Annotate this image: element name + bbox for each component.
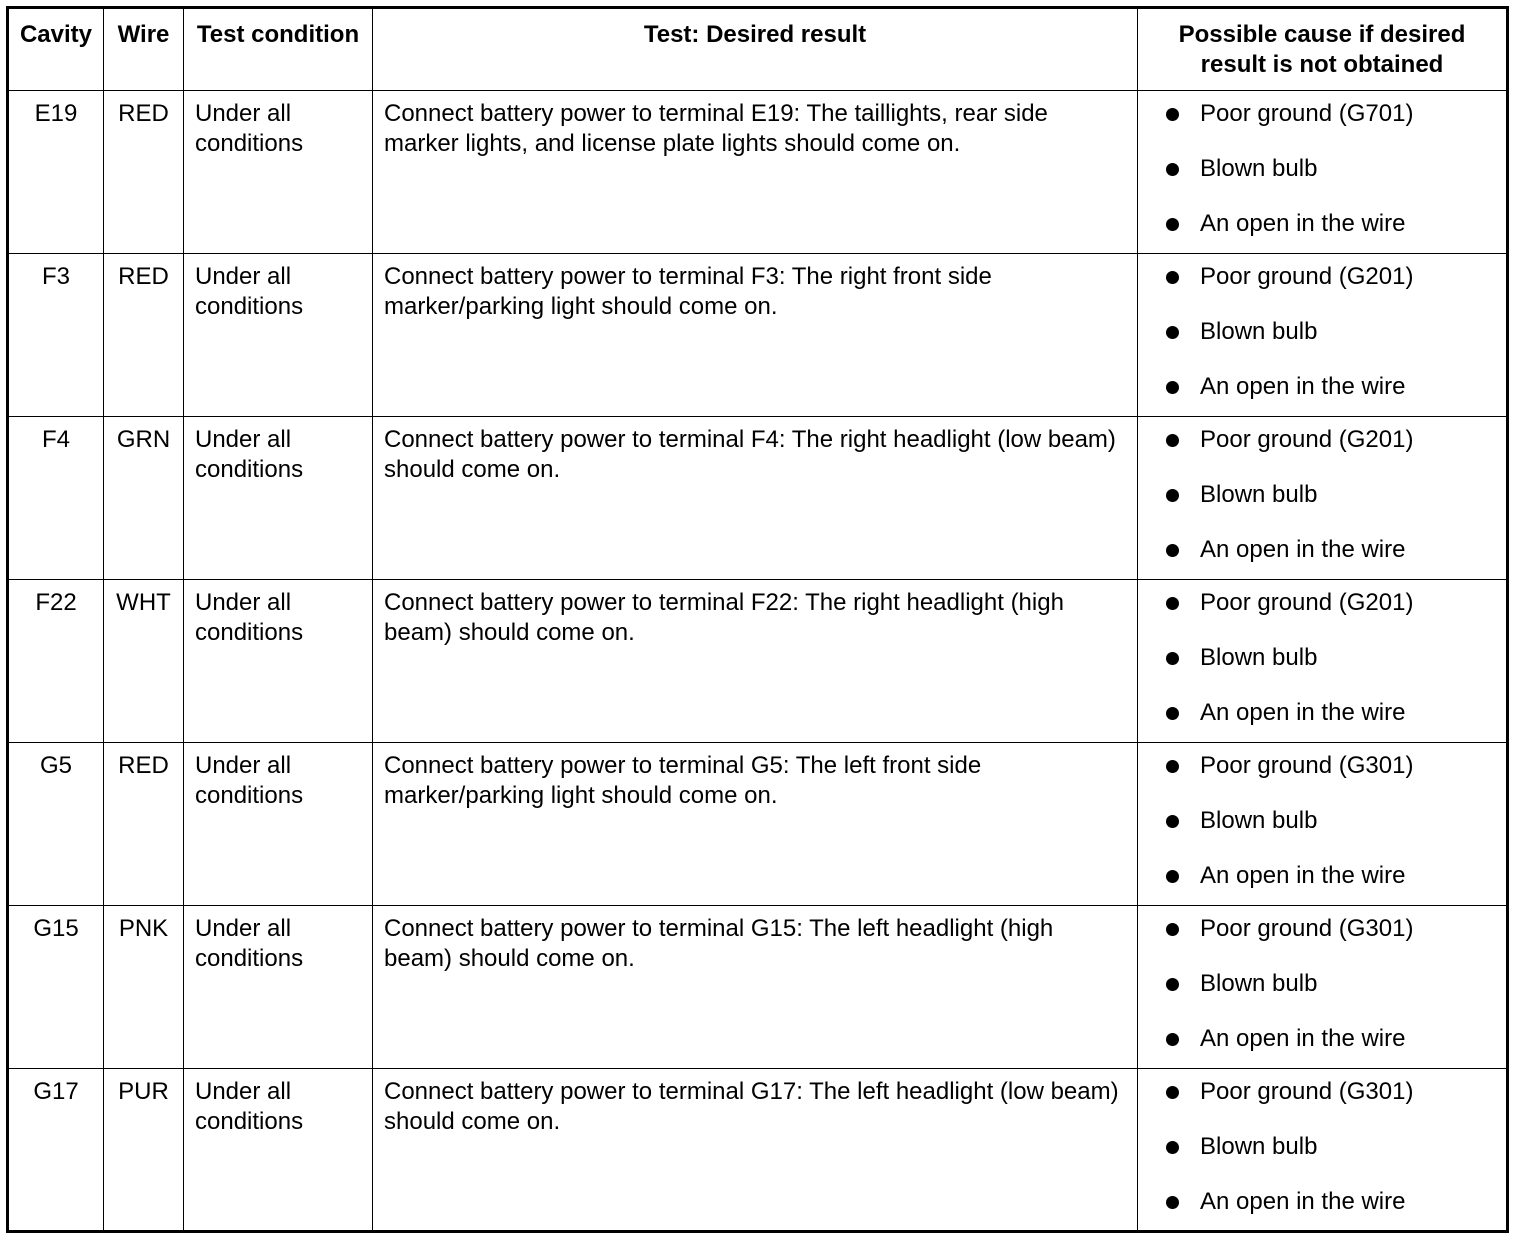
cause-list bbox=[1166, 1077, 1506, 1217]
cause-text: Poor ground (G301) bbox=[1200, 1078, 1414, 1105]
possible-cause-cell bbox=[1138, 580, 1508, 743]
possible-cause-cell bbox=[1138, 91, 1508, 254]
cause-text: An open in the wire bbox=[1200, 862, 1406, 889]
header-test-condition: Test condition bbox=[184, 8, 373, 91]
cause-item bbox=[1166, 969, 1506, 999]
cause-text: An open in the wire bbox=[1200, 210, 1406, 237]
cause-text: An open in the wire bbox=[1200, 699, 1406, 726]
cause-item bbox=[1166, 154, 1506, 184]
cause-text: Blown bulb bbox=[1200, 155, 1318, 182]
bullet-icon bbox=[1166, 381, 1179, 394]
bullet-icon bbox=[1166, 544, 1179, 557]
test-condition-cell: Under all conditions bbox=[184, 580, 373, 743]
cause-list bbox=[1166, 262, 1506, 402]
test-condition-cell: Under all conditions bbox=[184, 906, 373, 1069]
cause-list bbox=[1166, 751, 1506, 891]
table-row bbox=[8, 580, 1508, 743]
test-result-cell: Connect battery power to terminal F22: The right headlight (high beam) should come on. bbox=[373, 580, 1138, 743]
cause-item bbox=[1166, 1077, 1506, 1107]
cavity-cell: F3 bbox=[8, 254, 104, 417]
bullet-icon bbox=[1166, 760, 1179, 773]
cause-text: Blown bulb bbox=[1200, 644, 1318, 671]
cause-item bbox=[1166, 698, 1506, 728]
bullet-icon bbox=[1166, 978, 1179, 991]
cause-text: An open in the wire bbox=[1200, 1188, 1406, 1215]
cause-item bbox=[1166, 643, 1506, 673]
cavity-cell: G15 bbox=[8, 906, 104, 1069]
cause-item bbox=[1166, 1132, 1506, 1162]
cause-item bbox=[1166, 372, 1506, 402]
wire-cell: PNK bbox=[104, 906, 184, 1069]
cause-text: Poor ground (G301) bbox=[1200, 752, 1414, 779]
possible-cause-cell bbox=[1138, 743, 1508, 906]
header-test-result: Test: Desired result bbox=[373, 8, 1138, 91]
cavity-cell: F4 bbox=[8, 417, 104, 580]
cavity-cell: G5 bbox=[8, 743, 104, 906]
bullet-icon bbox=[1166, 489, 1179, 502]
cause-item bbox=[1166, 99, 1506, 129]
cause-text: Poor ground (G201) bbox=[1200, 589, 1414, 616]
test-result-cell: Connect battery power to terminal F3: The right front side marker/parking light should come on. bbox=[373, 254, 1138, 417]
cause-list bbox=[1166, 588, 1506, 728]
cause-text: Blown bulb bbox=[1200, 318, 1318, 345]
bullet-icon bbox=[1166, 163, 1179, 176]
cause-list bbox=[1166, 425, 1506, 565]
cause-item bbox=[1166, 425, 1506, 455]
possible-cause-cell bbox=[1138, 906, 1508, 1069]
header-wire: Wire bbox=[104, 8, 184, 91]
cause-item bbox=[1166, 588, 1506, 618]
cavity-cell: F22 bbox=[8, 580, 104, 743]
cause-text: Poor ground (G701) bbox=[1200, 100, 1414, 127]
bullet-icon bbox=[1166, 108, 1179, 121]
cause-text: Blown bulb bbox=[1200, 481, 1318, 508]
bullet-icon bbox=[1166, 326, 1179, 339]
wire-cell: RED bbox=[104, 743, 184, 906]
table-header bbox=[8, 8, 1508, 91]
bullet-icon bbox=[1166, 271, 1179, 284]
bullet-icon bbox=[1166, 1086, 1179, 1099]
wire-cell: RED bbox=[104, 254, 184, 417]
test-result-cell: Connect battery power to terminal E19: The taillights, rear side marker lights, and license plate lights should come on. bbox=[373, 91, 1138, 254]
cause-list bbox=[1166, 914, 1506, 1054]
cause-item bbox=[1166, 480, 1506, 510]
wire-cell: GRN bbox=[104, 417, 184, 580]
bullet-icon bbox=[1166, 815, 1179, 828]
bullet-icon bbox=[1166, 218, 1179, 231]
bullet-icon bbox=[1166, 1033, 1179, 1046]
cause-item bbox=[1166, 535, 1506, 565]
cause-item bbox=[1166, 1187, 1506, 1217]
cavity-cell: E19 bbox=[8, 91, 104, 254]
table-row bbox=[8, 1069, 1508, 1232]
cause-text: Blown bulb bbox=[1200, 970, 1318, 997]
table-row bbox=[8, 91, 1508, 254]
wire-cell: WHT bbox=[104, 580, 184, 743]
wire-cell: RED bbox=[104, 91, 184, 254]
test-result-cell: Connect battery power to terminal F4: The right headlight (low beam) should come on. bbox=[373, 417, 1138, 580]
cause-text: An open in the wire bbox=[1200, 536, 1406, 563]
test-result-cell: Connect battery power to terminal G17: The left headlight (low beam) should come on. bbox=[373, 1069, 1138, 1232]
test-condition-cell: Under all conditions bbox=[184, 254, 373, 417]
cause-text: Poor ground (G201) bbox=[1200, 426, 1414, 453]
cause-item bbox=[1166, 209, 1506, 239]
cause-item bbox=[1166, 751, 1506, 781]
bullet-icon bbox=[1166, 434, 1179, 447]
cause-text: Poor ground (G201) bbox=[1200, 263, 1414, 290]
cause-item bbox=[1166, 262, 1506, 292]
cause-text: Poor ground (G301) bbox=[1200, 915, 1414, 942]
test-condition-cell: Under all conditions bbox=[184, 91, 373, 254]
bullet-icon bbox=[1166, 923, 1179, 936]
test-result-cell: Connect battery power to terminal G15: The left headlight (high beam) should come on. bbox=[373, 906, 1138, 1069]
cause-item bbox=[1166, 861, 1506, 891]
test-result-cell: Connect battery power to terminal G5: The left front side marker/parking light should come on. bbox=[373, 743, 1138, 906]
table-body bbox=[8, 91, 1508, 1232]
cause-text: An open in the wire bbox=[1200, 373, 1406, 400]
cavity-cell: G17 bbox=[8, 1069, 104, 1232]
header-possible-cause: Possible cause if desired result is not obtained bbox=[1138, 8, 1508, 91]
bullet-icon bbox=[1166, 1141, 1179, 1154]
cause-text: An open in the wire bbox=[1200, 1025, 1406, 1052]
test-condition-cell: Under all conditions bbox=[184, 743, 373, 906]
wire-cell: PUR bbox=[104, 1069, 184, 1232]
cause-list bbox=[1166, 99, 1506, 239]
test-table bbox=[6, 6, 1509, 1233]
bullet-icon bbox=[1166, 597, 1179, 610]
cause-text: Blown bulb bbox=[1200, 807, 1318, 834]
cause-text: Blown bulb bbox=[1200, 1133, 1318, 1160]
possible-cause-cell bbox=[1138, 254, 1508, 417]
table-row bbox=[8, 417, 1508, 580]
possible-cause-cell bbox=[1138, 1069, 1508, 1232]
bullet-icon bbox=[1166, 870, 1179, 883]
header-row bbox=[8, 8, 1508, 91]
possible-cause-cell bbox=[1138, 417, 1508, 580]
table-row bbox=[8, 743, 1508, 906]
cause-item bbox=[1166, 914, 1506, 944]
cause-item bbox=[1166, 806, 1506, 836]
cause-item bbox=[1166, 1024, 1506, 1054]
table-row bbox=[8, 254, 1508, 417]
test-condition-cell: Under all conditions bbox=[184, 417, 373, 580]
bullet-icon bbox=[1166, 1196, 1179, 1209]
bullet-icon bbox=[1166, 707, 1179, 720]
header-cavity: Cavity bbox=[8, 8, 104, 91]
test-condition-cell: Under all conditions bbox=[184, 1069, 373, 1232]
bullet-icon bbox=[1166, 652, 1179, 665]
table-row bbox=[8, 906, 1508, 1069]
cause-item bbox=[1166, 317, 1506, 347]
